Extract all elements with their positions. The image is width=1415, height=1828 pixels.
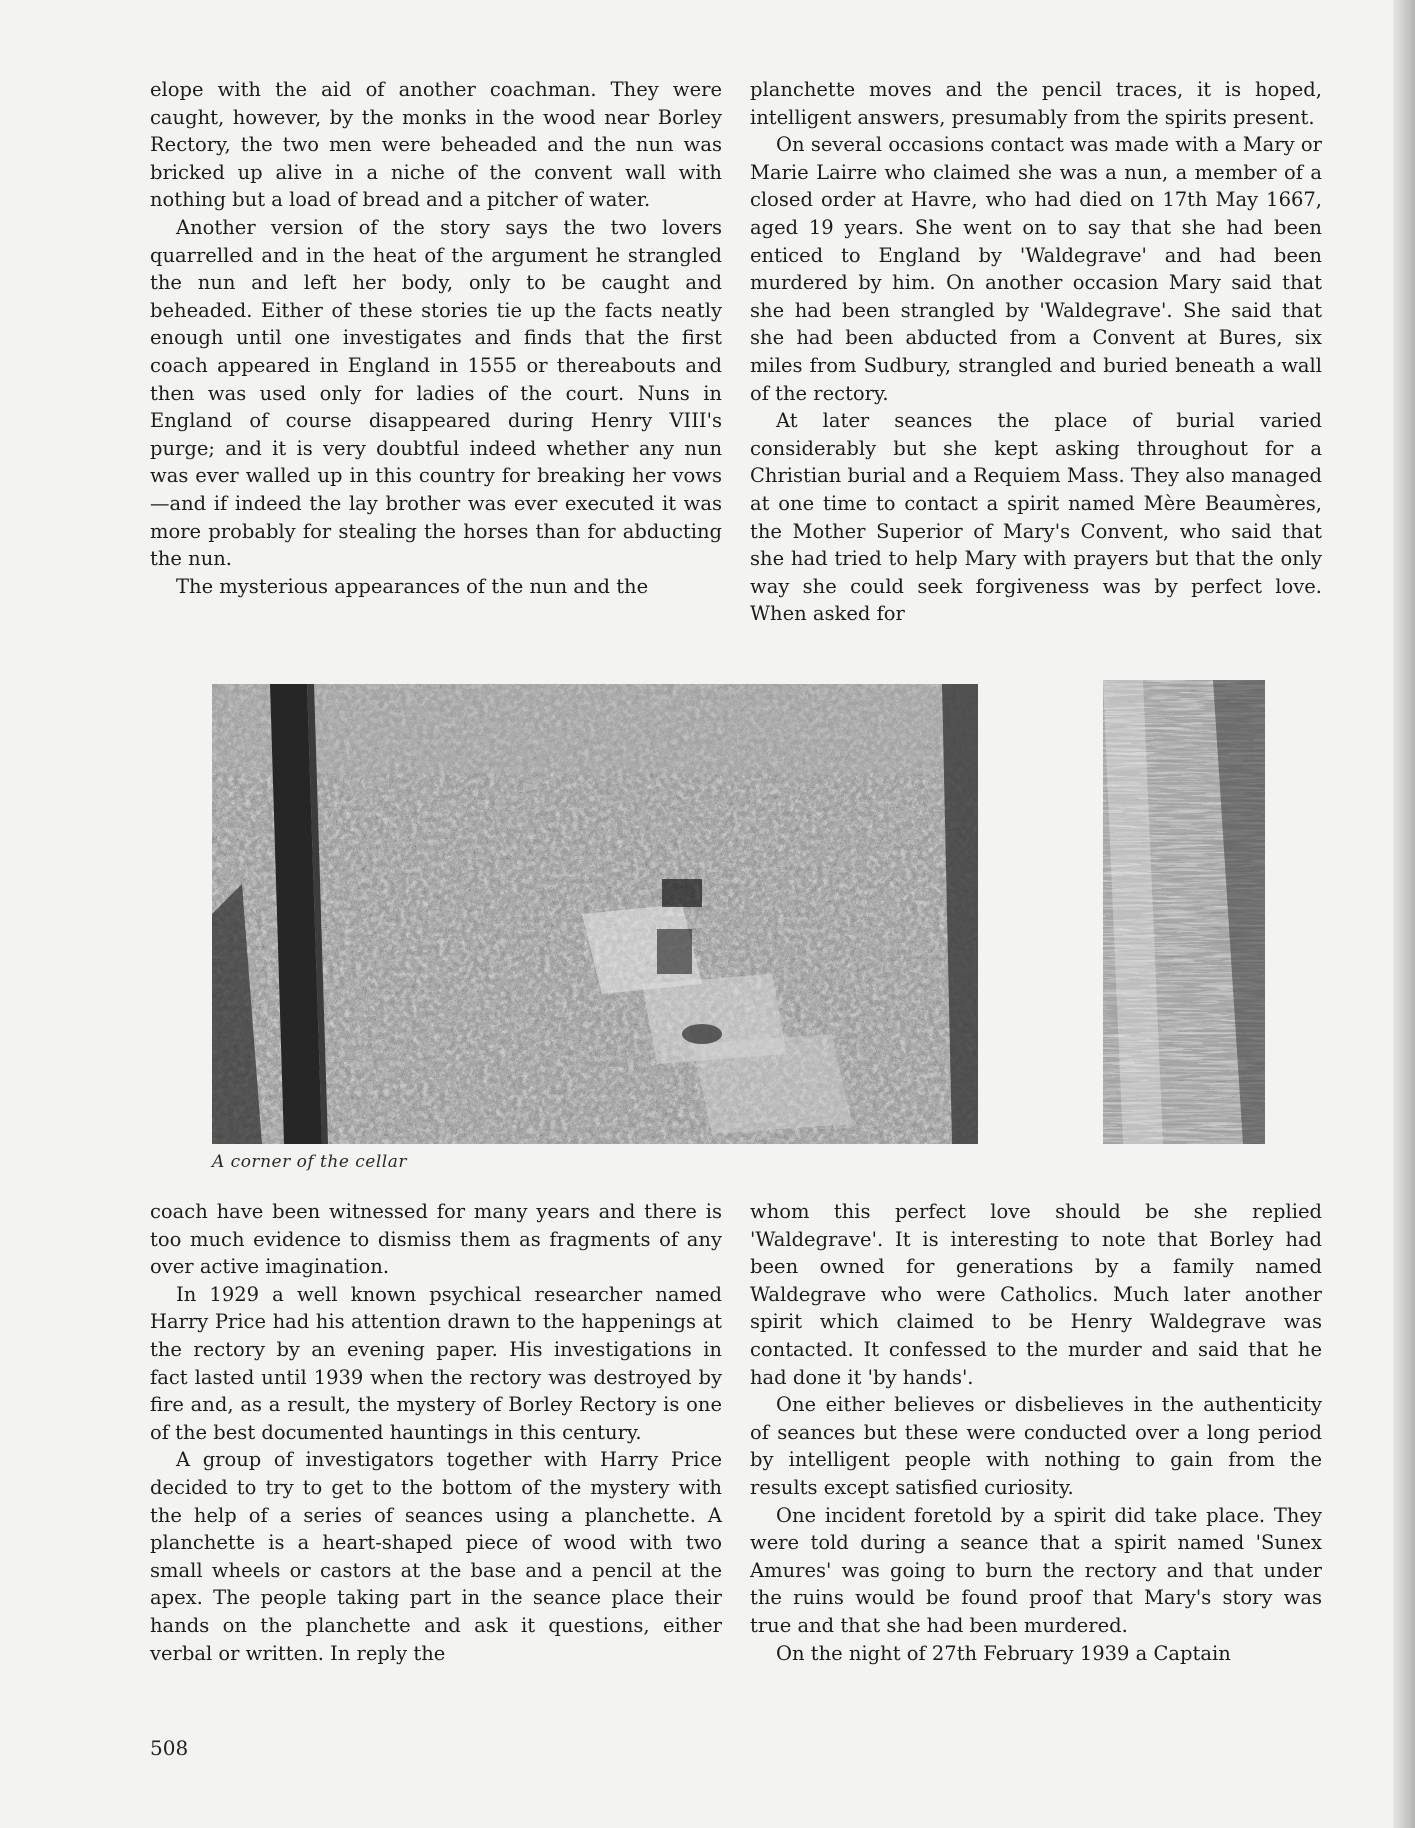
column-bottom-right — [750, 1198, 1322, 1667]
cellar-photo-detail — [1103, 680, 1265, 1144]
paragraph: Another version of the story says the two lovers quarrelled and in the heat of the argument he strangled the nun and left her body, only to be caught and beheaded. Either of these stories tie up the facts neatly enough until one investigates and finds that the first coach appeared in England in 1555 or thereabouts and then was used only for ladies of the court. Nuns in England of course disappeared during Henry VIII's purge; and it is very doubtful indeed whether any nun was ever walled up in this country for breaking her vows—and if indeed the lay brother was ever executed it was more probably for stealing the horses than for abducting the nun. — [150, 215, 722, 571]
paragraph: On the night of 27th February 1939 a Captain — [776, 1641, 1231, 1665]
paragraph: One incident foretold by a spirit did take place. They were told during a seance that a spirit named 'Sunex Amures' was going to burn the rectory and that under the ruins would be found proof that Mary's story was true and that she had been murdered. — [750, 1503, 1322, 1637]
paragraph: In 1929 a well known psychical researcher named Harry Price had his attention drawn to the happenings at the rectory by an evening paper. His investigations in fact lasted until 1939 when the rectory was destroyed by fire and, as a result, the mystery of Borley Rectory is one of the best documented hauntings in this century. — [150, 1282, 722, 1444]
paragraph: On several occasions contact was made with a Mary or Marie Lairre who claimed she was a nun, a member of a closed order at Havre, who had died on 17th May 1667, aged 19 years. She went on to say that she had been enticed to England by 'Waldegrave' and had been murdered by him. On another occasion Mary said that she had been strangled by 'Waldegrave'. She said that she had been abducted from a Convent at Bures, six miles from Sudbury, strangled and buried beneath a wall of the rectory. — [750, 133, 1322, 405]
paragraph: At later seances the place of burial varied considerably but she kept asking throughout for a Christian burial and a Requiem Mass. They also managed at one time to contact a spirit named Mère Beaumères, the Mother Superior of Mary's Convent, who said that she had tried to help Mary with prayers but that the only way she could seek forgiveness was by perfect love. When asked for — [750, 409, 1322, 626]
paragraph: A group of investigators together with Harry Price decided to try to get to the bottom of the mystery with the help of a series of seances using a planchette. A planchette is a heart-shaped piece of wood with two small wheels or castors at the base and a pencil at the apex. The people taking part in the seance place their hands on the planchette and ask it questions, either verbal or written. In reply the — [150, 1448, 722, 1665]
column-top-right — [750, 76, 1322, 628]
column-bottom-left — [150, 1198, 722, 1667]
paragraph: One either believes or disbelieves in the authenticity of seances but these were conducted over a long period by intelligent people with nothing to gain from the results except satisfied curiosity. — [750, 1393, 1322, 1499]
column-top-left — [150, 76, 722, 600]
page-edge — [1393, 0, 1415, 1828]
figure-caption: A corner of the cellar — [212, 1152, 407, 1172]
paragraph: coach have been witnessed for many years and there is too much evidence to dismiss them as fragments of any over active imagination. — [150, 1200, 722, 1279]
paragraph: The mysterious appearances of the nun and the — [176, 574, 649, 598]
paragraph: whom this perfect love should be she replied 'Waldegrave'. It is interesting to note that Borley had been owned for generations by a family named Waldegrave who were Catholics. Much later another spirit which claimed to be Henry Waldegrave was contacted. It confessed to the murder and said that he had done it 'by hands'. — [750, 1200, 1322, 1389]
cellar-photo — [212, 684, 978, 1144]
paragraph: planchette moves and the pencil traces, it is hoped, intelligent answers, presumably from the spirits present. — [750, 78, 1322, 129]
page-number: 508 — [150, 1736, 189, 1760]
paragraph: elope with the aid of another coachman. They were caught, however, by the monks in the wood near Borley Rectory, the two men were beheaded and the nun was bricked up alive in a niche of the convent wall with nothing but a load of bread and a pitcher of water. — [150, 78, 722, 212]
